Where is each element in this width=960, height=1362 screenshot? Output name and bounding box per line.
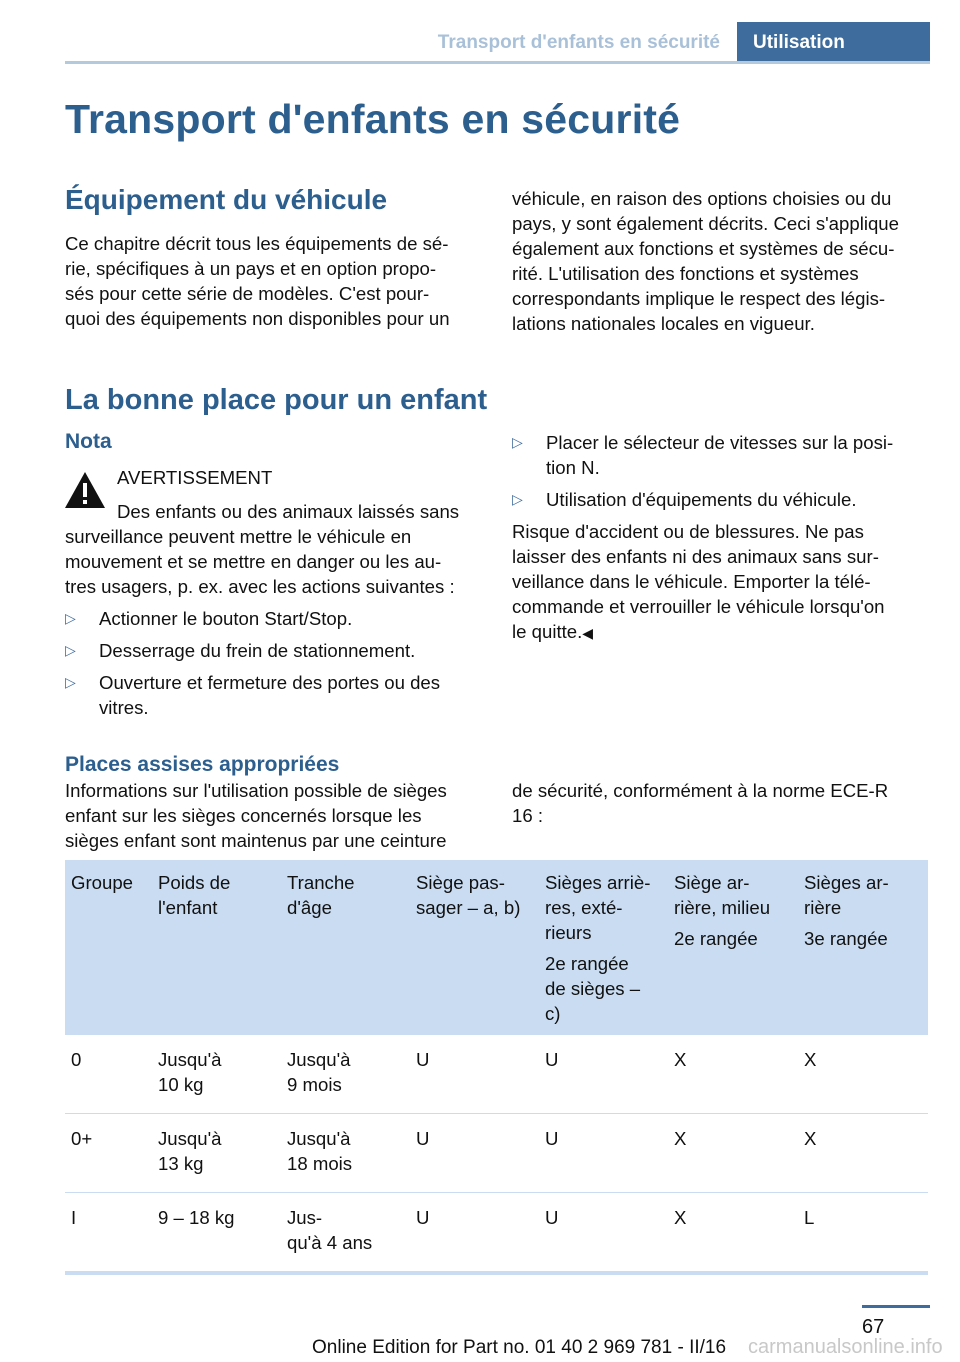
footer-edition: Online Edition for Part no. 01 40 2 969 781 - II/16 xyxy=(312,1337,727,1358)
cell-line: 2e rangée xyxy=(545,953,629,974)
table-row xyxy=(65,1193,928,1274)
table-cell xyxy=(152,1114,281,1193)
table-header-cell xyxy=(539,860,668,1035)
text-line: rité. L'utilisation des fonctions et systèmes xyxy=(512,263,859,284)
cell-line: U xyxy=(545,1049,559,1070)
text-line: Utilisation d'équipements du véhicule. xyxy=(546,489,857,510)
cell-line: rière xyxy=(804,897,842,918)
text-line-last xyxy=(512,619,932,646)
cell-line: rière, milieu xyxy=(674,897,771,918)
text-line: vitres. xyxy=(99,697,149,718)
table-header-row xyxy=(65,860,928,1035)
table-header-cell xyxy=(668,860,798,1035)
text-line: tres usagers, p. ex. avec les actions suivantes : xyxy=(65,576,455,597)
table-cell xyxy=(539,1035,668,1114)
table-row xyxy=(65,1035,928,1114)
text-line: de sécurité, conformément à la norme ECE-R xyxy=(512,780,889,801)
cell-line: Siège ar‐ xyxy=(674,872,750,893)
bullet-triangle-icon: ▷ xyxy=(65,674,76,690)
cell-line: 18 mois xyxy=(287,1153,353,1174)
text-line: Placer le sélecteur de vitesses sur la posi‐ xyxy=(546,432,894,453)
text-line: Desserrage du frein de stationnement. xyxy=(99,640,416,661)
cell-line: rieurs xyxy=(545,922,592,943)
text-line: commande et verrouiller le véhicule lorsqu'on xyxy=(512,596,885,617)
text-fragment: le quitte. xyxy=(512,621,583,642)
text-line: mouvement et se mettre en danger ou les au‐ xyxy=(65,551,442,572)
cell-line: X xyxy=(674,1207,687,1228)
text-line: rie, spécifiques à un pays et en option propo‐ xyxy=(65,258,437,279)
nota-heading: Nota xyxy=(65,430,112,453)
table-cell xyxy=(410,1114,539,1193)
equipment-heading: Équipement du véhicule xyxy=(65,184,388,215)
table-cell xyxy=(410,1035,539,1114)
cell-line: L xyxy=(804,1207,815,1228)
cell-line: Jusqu'à xyxy=(158,1128,222,1149)
text-line: également aux fonctions et systèmes de sécu‐ xyxy=(512,238,895,259)
table-cell xyxy=(539,1114,668,1193)
text-line: Des enfants ou des animaux laissés sans xyxy=(117,501,460,522)
table-cell xyxy=(410,1193,539,1274)
list-item xyxy=(512,430,932,480)
table-cell xyxy=(65,1035,152,1114)
table-cell xyxy=(152,1035,281,1114)
seats-text-right xyxy=(512,778,932,828)
good-place-heading: La bonne place pour un enfant xyxy=(65,384,488,416)
cell-line: 0+ xyxy=(71,1128,93,1149)
cell-line: res, exté‐ xyxy=(545,897,623,918)
seats-text-left xyxy=(65,778,505,853)
text-line: laisser des enfants ni des animaux sans sur‐ xyxy=(512,546,879,567)
cell-line: Tranche xyxy=(287,872,355,893)
cell-line: Sièges arriè‐ xyxy=(545,872,651,893)
table-row xyxy=(65,1114,928,1193)
cell-line: X xyxy=(804,1128,817,1149)
text-line: Actionner le bouton Start/Stop. xyxy=(99,608,353,629)
text-line: quoi des équipements non disponibles pour un xyxy=(65,308,450,329)
cell-line: l'enfant xyxy=(158,897,218,918)
table-cell xyxy=(65,1193,152,1274)
bullet-triangle-icon: ▷ xyxy=(65,642,76,658)
cell-line: X xyxy=(674,1049,687,1070)
text-line: Risque d'accident ou de blessures. Ne pas xyxy=(512,521,864,542)
cell-line: Jusqu'à xyxy=(158,1049,222,1070)
table-header-cell xyxy=(410,860,539,1035)
cell-line: 9 mois xyxy=(287,1074,342,1095)
cell-line: Poids de xyxy=(158,872,231,893)
table-cell xyxy=(668,1114,798,1193)
list-item xyxy=(65,638,485,663)
cell-line: sager – a, b) xyxy=(416,897,521,918)
cell-line: 3e rangée xyxy=(804,928,888,949)
text-line: lations nationales locales en vigueur. xyxy=(512,313,815,334)
table-header-cell xyxy=(152,860,281,1035)
table-cell xyxy=(668,1035,798,1114)
cell-line: Jus‐ xyxy=(287,1207,323,1228)
table-cell xyxy=(281,1035,410,1114)
table-cell xyxy=(281,1114,410,1193)
seats-heading: Places assises appropriées xyxy=(65,753,340,776)
footer-divider xyxy=(862,1305,930,1308)
cell-line: Siège pas‐ xyxy=(416,872,505,893)
cell-line: X xyxy=(674,1128,687,1149)
text-line: 16 : xyxy=(512,805,544,826)
warning-intro-rest xyxy=(65,524,485,599)
table-cell xyxy=(152,1193,281,1274)
table-cell xyxy=(539,1193,668,1274)
cell-line: U xyxy=(416,1128,430,1149)
cell-line: 13 kg xyxy=(158,1153,204,1174)
text-line: véhicule, en raison des options choisies ou du xyxy=(512,188,892,209)
cell-line: 10 kg xyxy=(158,1074,204,1095)
text-line: sés pour cette série de modèles. C'est pour‐ xyxy=(65,283,430,304)
table-cell xyxy=(668,1193,798,1274)
list-item xyxy=(65,670,485,720)
cell-line: Jusqu'à xyxy=(287,1128,351,1149)
text-line: tion N. xyxy=(546,457,600,478)
text-line: Informations sur l'utilisation possible de sièges xyxy=(65,780,447,801)
warning-label: AVERTISSEMENT xyxy=(117,467,273,488)
list-item xyxy=(65,606,485,631)
cell-line: de sièges – xyxy=(545,978,641,999)
child-seat-table xyxy=(65,860,928,1275)
table-cell xyxy=(798,1193,928,1274)
cell-line: 0 xyxy=(71,1049,82,1070)
cell-line: U xyxy=(416,1049,430,1070)
cell-line: I xyxy=(71,1207,77,1228)
text-line: veillance dans le véhicule. Emporter la télé‐ xyxy=(512,571,871,592)
text-line: enfant sur les sièges concernés lorsque les xyxy=(65,805,422,826)
bullet-triangle-icon: ▷ xyxy=(512,491,523,507)
table-cell xyxy=(798,1035,928,1114)
equipment-text-left xyxy=(65,231,485,331)
table-cell xyxy=(65,1114,152,1193)
table-cell xyxy=(798,1114,928,1193)
cell-line: U xyxy=(416,1207,430,1228)
text-line: Ce chapitre décrit tous les équipements de sé‐ xyxy=(65,233,449,254)
warning-actions-list-left xyxy=(65,606,485,720)
table-header-cell xyxy=(798,860,928,1035)
header-divider xyxy=(65,61,930,64)
cell-line: Sièges ar‐ xyxy=(804,872,889,893)
equipment-text-right xyxy=(512,186,932,336)
page-number: 67 xyxy=(862,1316,885,1338)
text-line: surveillance peuvent mettre le véhicule en xyxy=(65,526,412,547)
cell-line: c) xyxy=(545,1003,561,1024)
table-header-cell xyxy=(65,860,152,1035)
header-chapter-tab: Utilisation xyxy=(737,22,930,64)
text-line: correspondants implique le respect des légis‐ xyxy=(512,288,886,309)
table-header-cell xyxy=(281,860,410,1035)
cell-line: X xyxy=(804,1049,817,1070)
bullet-triangle-icon: ▷ xyxy=(512,434,523,450)
warning-actions-list-right xyxy=(512,430,932,512)
text-line: pays, y sont également décrits. Ceci s'applique xyxy=(512,213,899,234)
page-title: Transport d'enfants en sécurité xyxy=(65,96,681,142)
cell-line: 9 – 18 kg xyxy=(158,1207,235,1228)
cell-line: U xyxy=(545,1207,559,1228)
bullet-triangle-icon: ▷ xyxy=(65,610,76,626)
table-cell xyxy=(281,1193,410,1274)
cell-line: U xyxy=(545,1128,559,1149)
cell-line: Jusqu'à xyxy=(287,1049,351,1070)
end-mark-icon: ◀ xyxy=(582,625,594,641)
cell-line: qu'à 4 ans xyxy=(287,1232,373,1253)
text-line: sièges enfant sont maintenus par une ceinture xyxy=(65,830,447,851)
warning-intro-first xyxy=(117,499,459,524)
cell-line: 2e rangée xyxy=(674,928,758,949)
header-section-title: Transport d'enfants en sécurité xyxy=(437,32,720,53)
risk-text xyxy=(512,519,932,646)
watermark: carmanualsonline.info xyxy=(748,1336,943,1358)
warning-icon xyxy=(64,470,106,510)
text-line: Ouverture et fermeture des portes ou des xyxy=(99,672,441,693)
cell-line: d'âge xyxy=(287,897,332,918)
cell-line: Groupe xyxy=(71,872,134,893)
list-item xyxy=(512,487,932,512)
